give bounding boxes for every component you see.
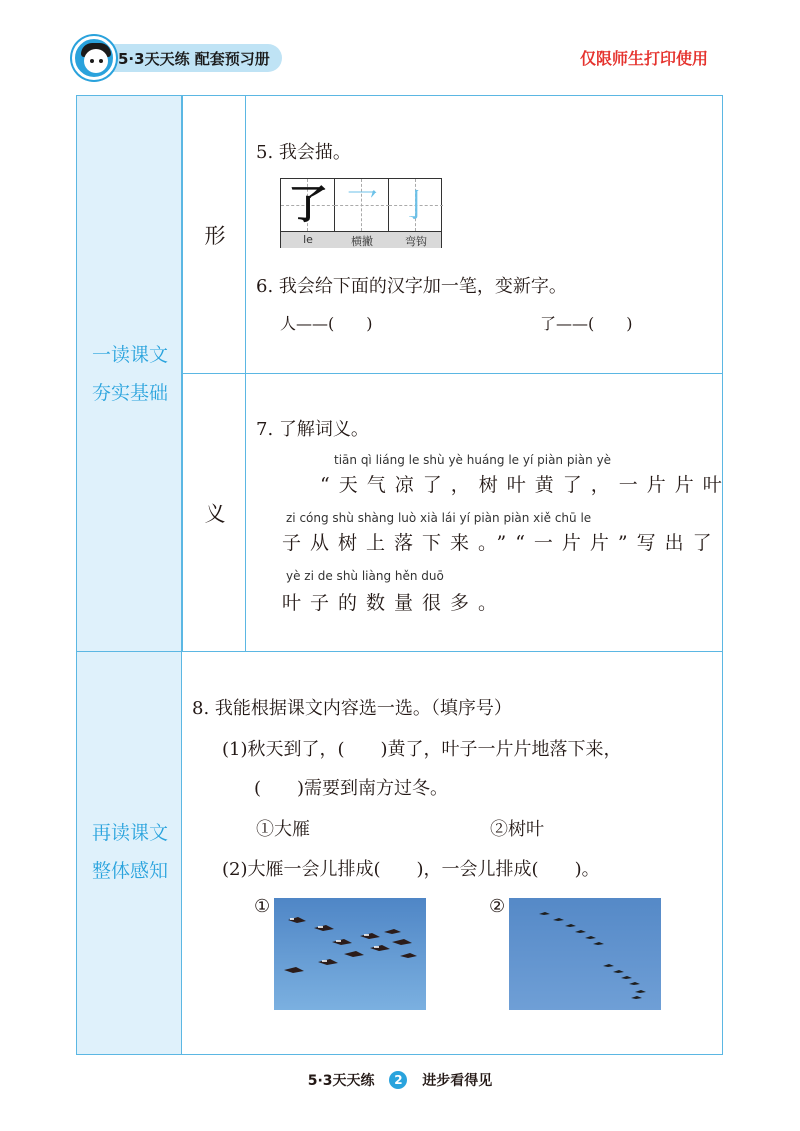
- q7-prompt: 7. 了解词义。: [256, 419, 369, 440]
- trace-glyph: 了: [288, 181, 328, 228]
- header-book-title: 5·3天天练 配套预习册: [118, 50, 270, 68]
- q6-item-1[interactable]: 人——( ): [280, 314, 373, 333]
- section-panel-1: [76, 95, 182, 652]
- stroke-heng-pie: 乛: [345, 186, 378, 224]
- q7-line2-pinyin: zi cóng shù shàng luò xià lái yí piàn piàn xiě chū le: [286, 511, 592, 525]
- geese-photo-2[interactable]: [509, 898, 661, 1010]
- section-panel-2: [76, 651, 182, 1055]
- q6-item-2[interactable]: 了——( ): [540, 314, 633, 333]
- q8-option-2: ②树叶: [490, 819, 544, 840]
- footer-right: 进步看得见: [422, 1073, 493, 1089]
- q7-line3-pinyin: yè zi de shù liàng hěn duō: [286, 569, 444, 583]
- image-2-label: ②: [489, 896, 506, 917]
- q7-line1-pinyin: tiān qì liáng le shù yè huáng le yí piàn piàn yè: [334, 453, 612, 467]
- image-1-label: ①: [254, 896, 271, 917]
- q7-line1: “天气凉了，树叶黄了，一片片叶: [320, 474, 731, 496]
- stroke-label-wangou: 弯钩: [405, 235, 427, 248]
- q8-prompt: 8. 我能根据课文内容选一选。（填序号）: [192, 698, 512, 719]
- q6-prompt: 6. 我会给下面的汉字加一笔，变新字。: [256, 276, 567, 297]
- print-notice: 仅限师生打印使用: [580, 49, 709, 68]
- q8-part2[interactable]: (2)大雁一会儿排成( )，一会儿排成( )。: [222, 859, 600, 880]
- q7-line3: 叶子的数量很多。: [282, 592, 507, 614]
- page-footer: [0, 1070, 800, 1090]
- stroke-label-pinyin: le: [303, 233, 313, 246]
- stroke-practice-box: [280, 178, 442, 248]
- geese-photo-1[interactable]: [274, 898, 426, 1010]
- page-number: 2: [389, 1071, 407, 1089]
- category-yi: 义: [204, 502, 226, 526]
- category-xing: 形: [204, 224, 226, 248]
- section-title-1-line2: 夯实基础: [91, 382, 168, 404]
- category-yi-cell: [182, 373, 246, 652]
- q7-line2: 子从树上落下来。”“一片片”写出了: [282, 532, 721, 554]
- q8-part1-line1[interactable]: (1)秋天到了，( )黄了，叶子一片片地落下来，: [222, 739, 622, 760]
- stroke-labels: [281, 231, 441, 248]
- header-book-title-pill: [96, 44, 282, 72]
- q8-part1-line2[interactable]: ( )需要到南方过冬。: [254, 778, 449, 799]
- mascot-avatar-icon: [72, 36, 116, 80]
- stroke-wan-gou: 亅: [399, 186, 432, 224]
- section-title-2-line1: 再读课文: [91, 822, 168, 844]
- q5-prompt: 5. 我会描。: [256, 142, 351, 163]
- q8-option-1: ①大雁: [256, 819, 310, 840]
- footer-left: 5·3天天练: [307, 1073, 375, 1089]
- section-title-2-line2: 整体感知: [91, 860, 168, 882]
- stroke-label-hengpie: 横撇: [351, 235, 373, 248]
- section-title-1-line1: 一读课文: [91, 344, 168, 366]
- category-xing-cell: [182, 95, 246, 374]
